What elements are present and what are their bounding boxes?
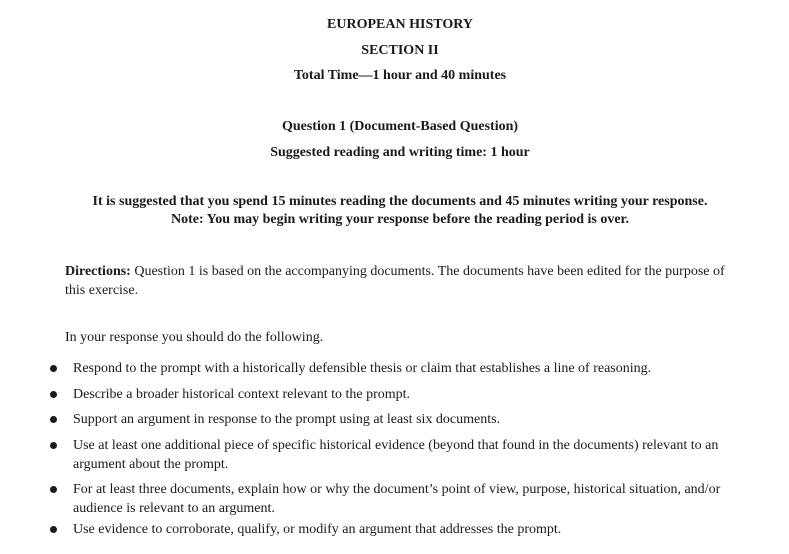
question-title: Question 1 (Document-Based Question) (281, 119, 519, 134)
response-intro: In your response you should do the following. (65, 330, 324, 345)
bullet-icon (50, 526, 57, 533)
directions-paragraph (65, 262, 725, 300)
list-item-text: Use at least one additional piece of specific historical evidence (beyond that found in the documents) relevant to an argument about the prompt. (73, 438, 719, 472)
bullet-icon (50, 486, 57, 493)
list-item-text: Use evidence to corroborate, qualify, or modify an argument that addresses the prompt. (73, 522, 562, 537)
bullet-icon (50, 365, 57, 372)
reading-note: Note: You may begin writing your response before the reading period is over. (171, 212, 629, 227)
directions-label: Directions: (65, 264, 131, 279)
time-suggestion: It is suggested that you spend 15 minutes reading the documents and 45 minutes writing your response. (92, 194, 708, 209)
subject-heading: EUROPEAN HISTORY (327, 17, 473, 32)
bullet-icon (50, 391, 57, 398)
list-item-text: Respond to the prompt with a historically defensible thesis or claim that establishes a line of reasoning. (73, 361, 652, 376)
list-item-text: Support an argument in response to the prompt using at least six documents. (73, 412, 501, 427)
question-time: Suggested reading and writing time: 1 hour (270, 145, 530, 160)
total-time: Total Time—1 hour and 40 minutes (293, 68, 507, 83)
directions-text: Question 1 is based on the accompanying documents. The documents have been edited for the purpose of this exercise. (65, 264, 725, 298)
list-item-text: Describe a broader historical context relevant to the prompt. (73, 387, 411, 402)
list-item-text: For at least three documents, explain how or why the document’s point of view, purpose, historical situation, and/or audience is relevant to an argument. (73, 482, 721, 516)
bullet-icon (50, 416, 57, 423)
section-heading: SECTION II (361, 43, 439, 58)
bullet-icon (50, 442, 57, 449)
